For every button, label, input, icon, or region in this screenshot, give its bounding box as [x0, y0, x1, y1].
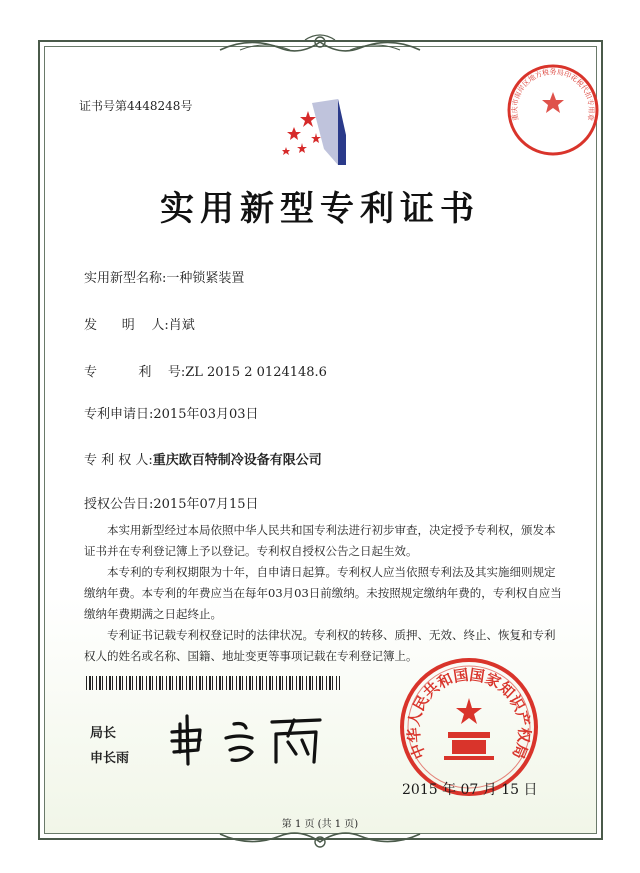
patent-number-label: 专 利 号:: [84, 365, 186, 380]
tax-bureau-seal: [505, 62, 601, 158]
barcode: [86, 676, 340, 690]
handwritten-signature: [160, 710, 350, 768]
top-ornament-icon: [210, 32, 430, 58]
patentee-value: 重庆欧百特制冷设备有限公司: [152, 453, 322, 468]
model-name-value: 一种锁紧装置: [166, 271, 245, 286]
big-seal-text: 中华人民共和国国家知识产权局: [404, 665, 534, 762]
state-ip-office-seal: [398, 656, 540, 798]
patent-number-row: [84, 361, 327, 380]
signatory-title: 局长: [90, 726, 117, 741]
application-date-label: 专利申请日:: [84, 407, 154, 422]
page-number: 第 1 页 (共 1 页): [281, 819, 359, 830]
model-name-row: [84, 267, 244, 286]
grant-date-value: 2015年07月15日: [153, 497, 259, 512]
inventor-value: 肖斌: [168, 318, 195, 333]
patent-office-logo-icon: [276, 93, 386, 171]
model-name-label: 实用新型名称:: [84, 271, 167, 286]
application-date-row: [84, 403, 259, 422]
certificate-number: 证书号第4448248号: [79, 99, 193, 113]
signatory-name: 申长雨: [90, 751, 130, 766]
inventor-label: 发 明 人:: [84, 318, 169, 333]
body-paragraph-3: 专利证书记载专利权登记时的法律状况。专利权的转移、质押、无效、终止、恢复和专利权人的姓名或名称、国籍、地址变更等事项记载在专利登记簿上。: [84, 628, 556, 663]
body-paragraph-2: 本专利的专利权期限为十年，自申请日起算。专利权人应当依照专利法及其实施细则规定缴纳年费。本专利的年费应当在每年03月03日前缴纳。未按照规定缴纳年费的，专利权自应当缴纳年费期满之日起终止。: [84, 565, 562, 621]
certificate-body: [84, 520, 566, 667]
grant-date-row: [84, 493, 259, 512]
patentee-label: 专 利 权 人:: [84, 453, 153, 468]
certificate-title: 实用新型专利证书: [160, 189, 480, 229]
patent-number-value: ZL 2015 2 0124148.6: [185, 365, 327, 380]
inventor-row: [84, 314, 195, 333]
grant-date-label: 授权公告日:: [84, 497, 154, 512]
seal-date: 2015 年 07 月 15 日: [402, 782, 538, 798]
patentee-row: [84, 449, 322, 468]
application-date-value: 2015年03月03日: [153, 407, 259, 422]
small-seal-text: 重庆市南岸区地方税务局印花税代扣专用章: [510, 68, 596, 122]
body-paragraph-1: 本实用新型经过本局依照中华人民共和国专利法进行初步审查，决定授予专利权，颁发本证书并在专利登记簿上予以登记。专利权自授权公告之日起生效。: [84, 523, 556, 558]
